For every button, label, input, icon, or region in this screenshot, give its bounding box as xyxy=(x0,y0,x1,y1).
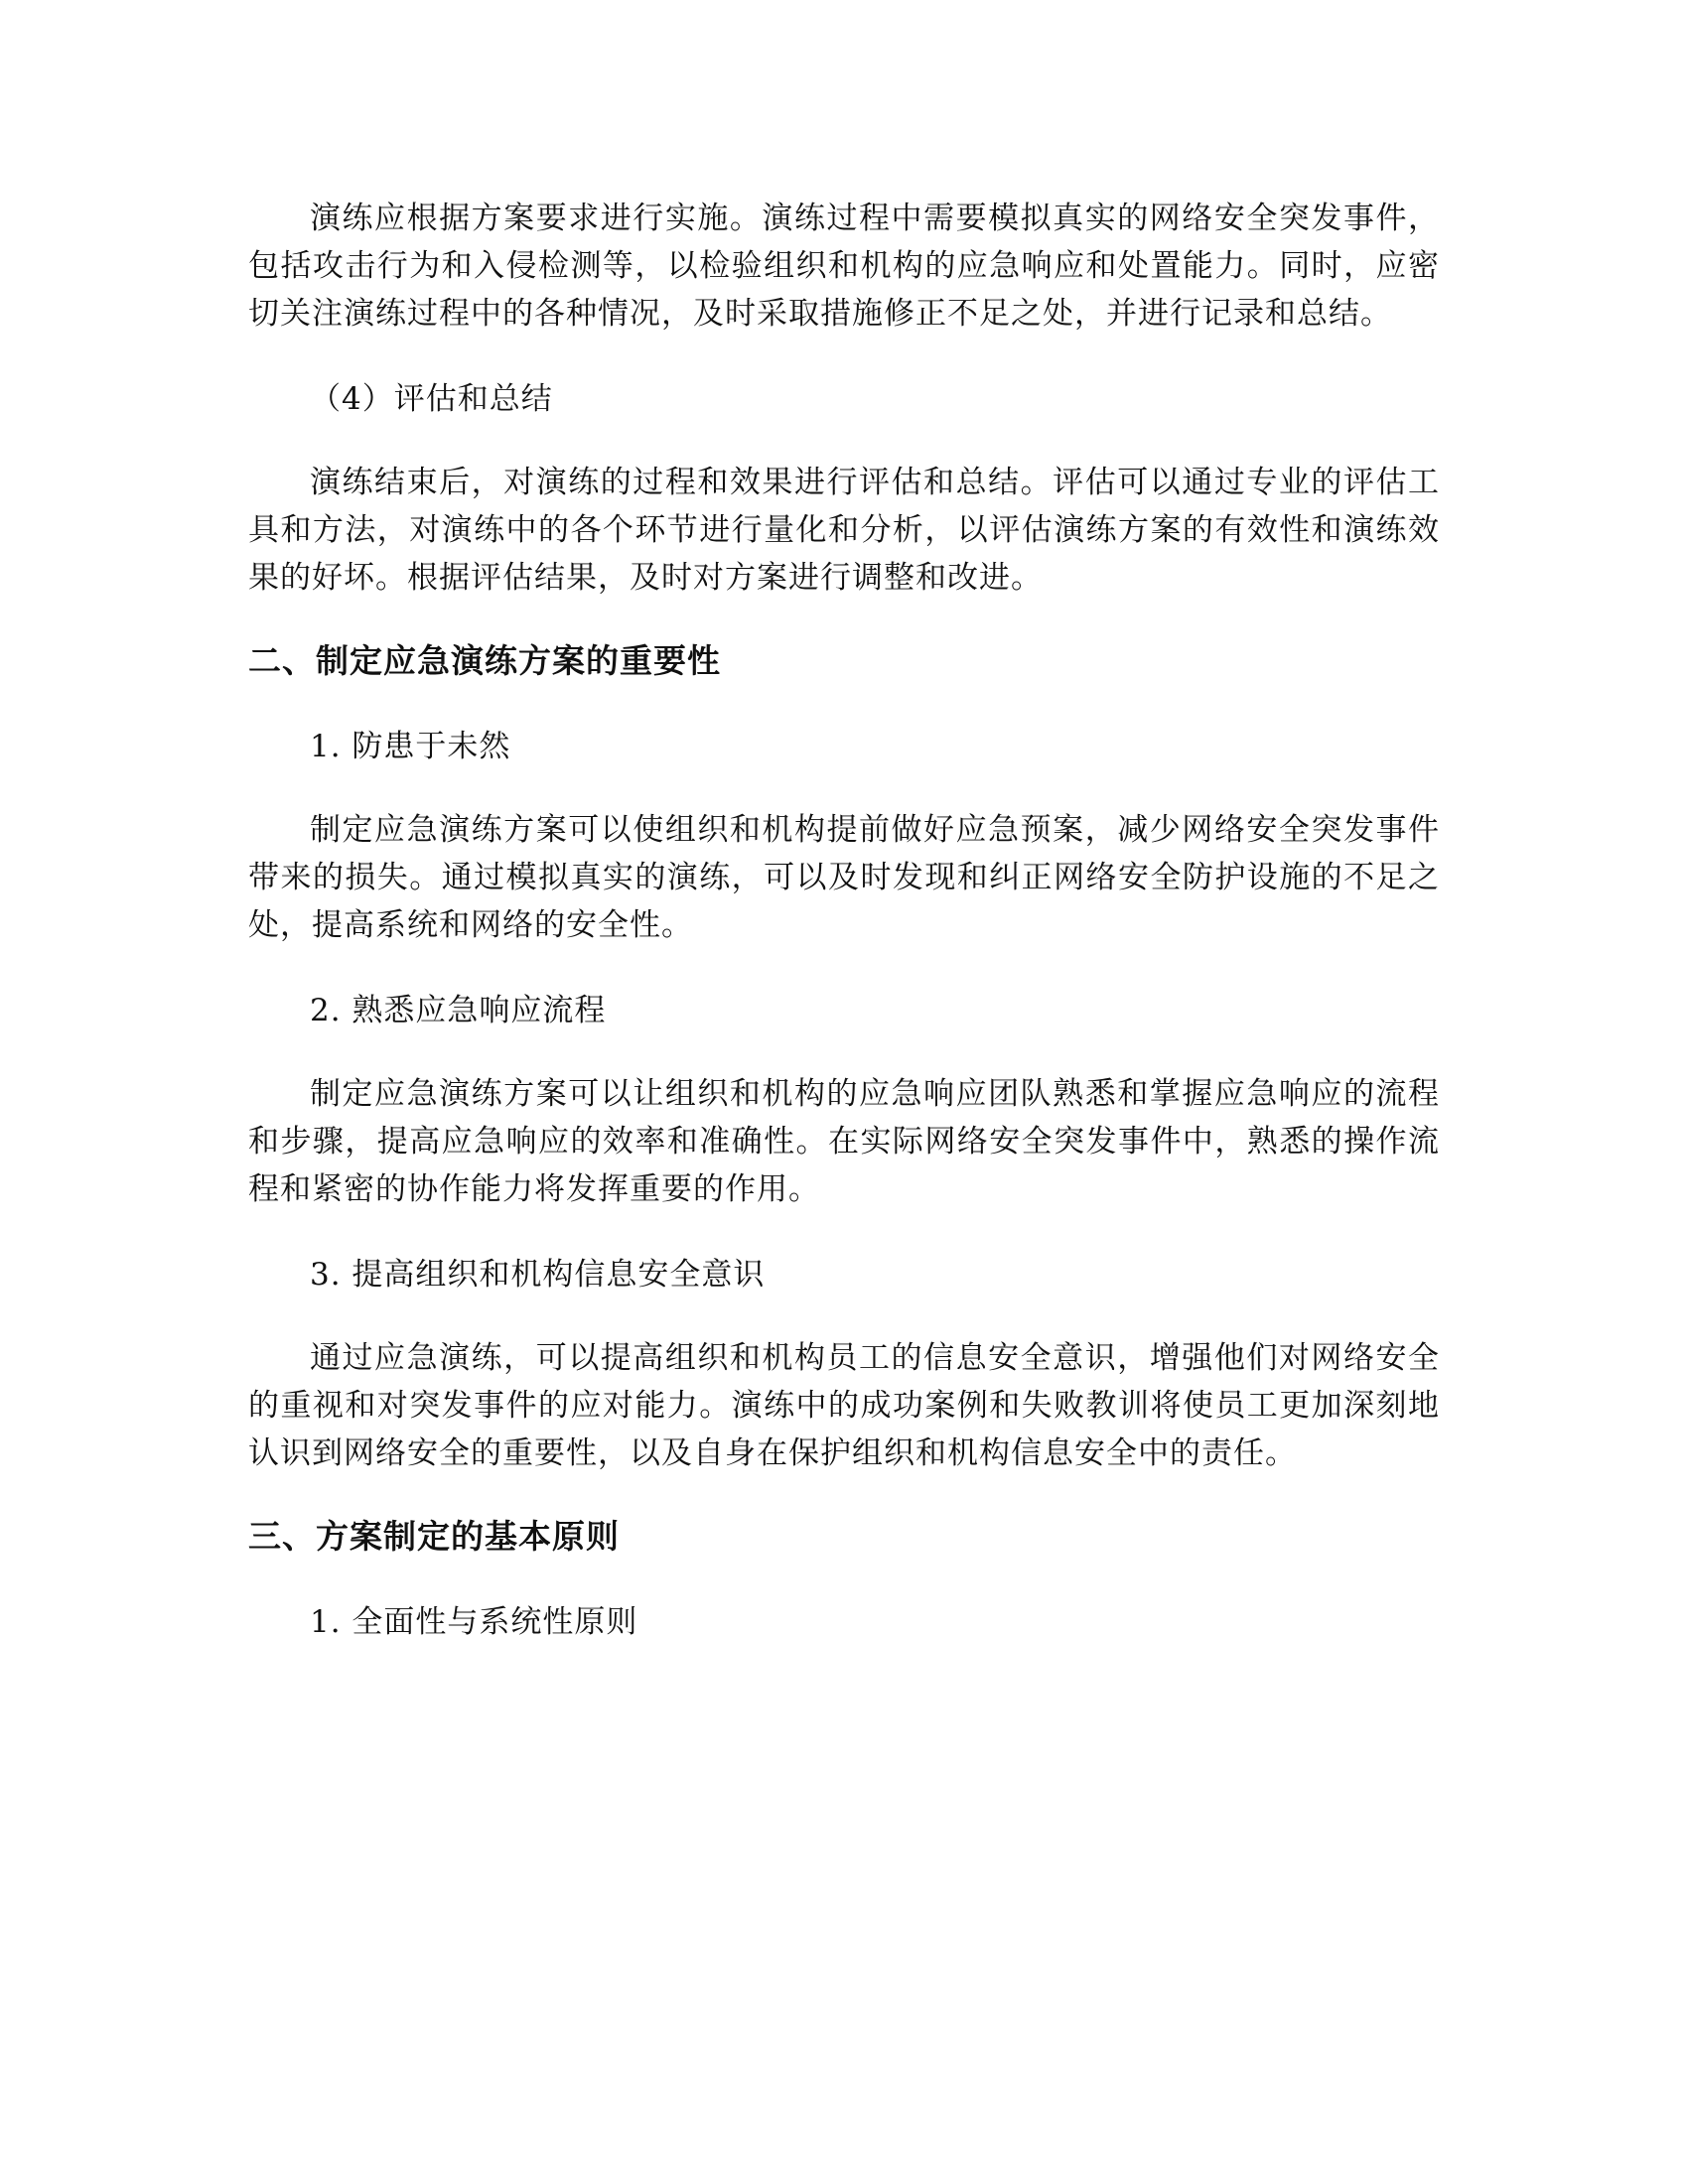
section-heading-principles: 三、方案制定的基本原则 xyxy=(248,1517,620,1556)
section-heading-importance: 二、制定应急演练方案的重要性 xyxy=(248,641,721,680)
list-item-security-awareness: 3. 提高组织和机构信息安全意识 xyxy=(310,1257,766,1293)
list-item-response-process: 2. 熟悉应急响应流程 xyxy=(310,993,607,1028)
subheading-evaluation-summary: （4）评估和总结 xyxy=(310,381,553,417)
paragraph-prevention: 制定应急演练方案可以使组织和机构提前做好应急预案，减少网络安全突发事件带来的损失。通过模拟真实的演练，可以及时发现和纠正网络安全防护设施的不足之处，提高系统和网络的安全性。 xyxy=(248,812,1440,943)
paragraph-evaluation: 演练结束后，对演练的过程和效果进行评估和总结。评估可以通过专业的评估工具和方法，对演练中的各个环节进行量化和分析，以评估演练方案的有效性和演练效果的好坏。根据评估结果，及时对方案进行调整和改进。 xyxy=(248,465,1440,596)
paragraph-response-process: 制定应急演练方案可以让组织和机构的应急响应团队熟悉和掌握应急响应的流程和步骤，提高应急响应的效率和准确性。在实际网络安全突发事件中，熟悉的操作流程和紧密的协作能力将发挥重要的作用。 xyxy=(248,1076,1440,1207)
list-item-prevention: 1. 防患于未然 xyxy=(310,729,511,764)
paragraph-drill-implementation: 演练应根据方案要求进行实施。演练过程中需要模拟真实的网络安全突发事件，包括攻击行为和入侵检测等，以检验组织和机构的应急响应和处置能力。同时，应密切关注演练过程中的各种情况，及时采取措施修正不足之处，并进行记录和总结。 xyxy=(248,201,1440,332)
document-content xyxy=(248,195,1440,1646)
list-item-comprehensive-principle: 1. 全面性与系统性原则 xyxy=(310,1604,638,1640)
paragraph-security-awareness: 通过应急演练，可以提高组织和机构员工的信息安全意识，增强他们对网络安全的重视和对突发事件的应对能力。演练中的成功案例和失败教训将使员工更加深刻地认识到网络安全的重要性，以及自身在保护组织和机构信息安全中的责任。 xyxy=(248,1340,1440,1471)
